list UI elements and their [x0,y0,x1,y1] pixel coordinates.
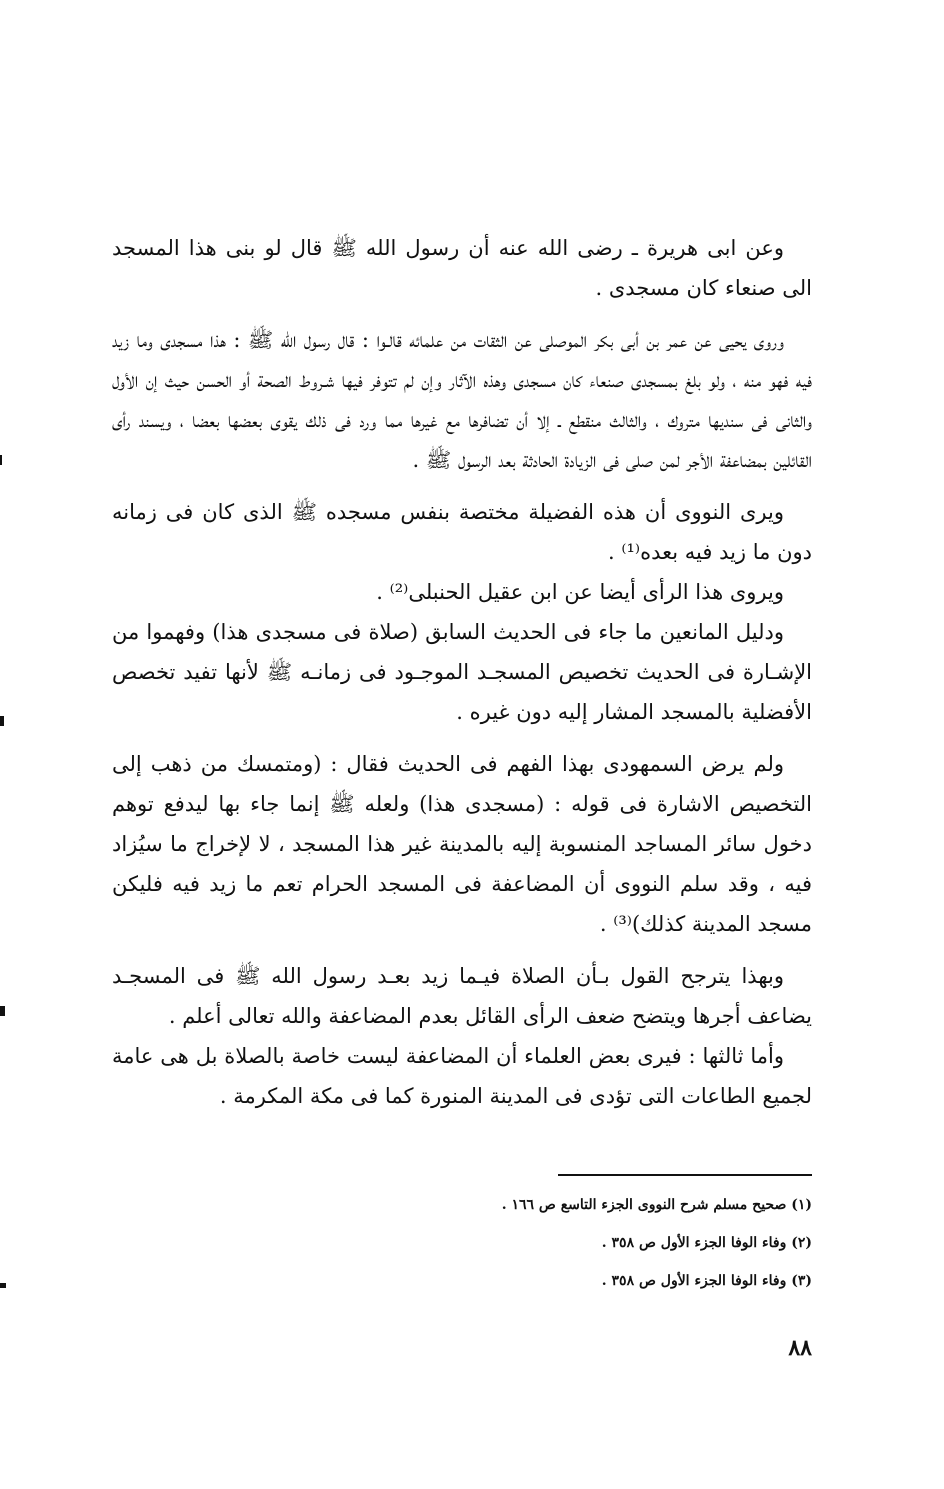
footnote-2: (٢) وفاء الوفا الجزء الأول ص ٣٥٨ . [601,1235,812,1251]
paragraph-4: ويروى هذا الرأى أيضا عن ابن عقيل الحنبلى⁽²⁾ . [376,580,784,604]
main-text [112,228,812,1116]
scan-edge-mark [0,716,4,726]
scan-edge-mark [0,455,2,465]
page-number: ٨٨ [788,1335,812,1361]
scan-edge-mark [0,1006,5,1016]
footnote-1: (١) صحيح مسلم شرح النووى الجزء التاسع ص ١٦٦ . [501,1197,812,1213]
paragraph-1: وعن ابى هريرة ـ رضى الله عنه أن رسول الله ﷺ قال لو بنى هذا المسجد الى صنعاء كان مسجدى . [112,236,812,300]
footnote-divider [558,1174,812,1176]
paragraph-7: وبهذا يترجح القول بـأن الصلاة فيـما زيد بعـد رسول الله ﷺ فى المسجـد يضاعف أجرها ويتضح ضعف الرأى القائل بعدم المضاعفة والله تعالى أعلم . [112,964,812,1028]
scan-edge-mark [0,1283,6,1288]
paragraph-3: ويرى النووى أن هذه الفضيلة مختصة بنفس مسجده ﷺ الذى كان فى زمانه دون ما زيد فيه بعده⁽¹⁾ . [112,500,812,564]
paragraph-8: وأما ثالثها : فيرى بعض العلماء أن المضاعفة ليست خاصة بالصلاة بل هى عامة لجميع الطاعات التى تؤدى فى المدينة المنورة كما فى مكة المكرمة . [112,1044,812,1108]
paragraph-5: ودليل المانعين ما جاء فى الحديث السابق (صلاة فى مسجدى هذا) وفهموا من الإشـارة فى الحديث تخصيص المسجـد الموجـود فى زمانـه ﷺ لأنها تفيد تخصص الأفضلية بالمسجد المشار إليه دون غيره . [112,620,812,724]
footnote-3: (٣) وفاء الوفا الجزء الأول ص ٣٥٨ . [601,1273,812,1289]
footnotes [430,1186,812,1300]
paragraph-2: وروى يحيى عن عمر بن أبى بكر الموصلى عن الثقات من علمائه قالـوا : قال رسول الله ﷺ : هذا مسجدى وما زيد فيه فهو منه ، ولو بلغ بمسجدى صنعاء كان مسجدى وهذه الآثار وإن لم تتوفر فيها شـروط الصحة أو الحسن حيث إن الأول والثانى فى سنديها متروك ، والثالث منقطع ـ إلا أن تضافرها مع غيرها مما ورد فى ذلك يقوى بعضها بعضا ، ويسند رأى القائلين بمضاعفة الأجر لمن صلى فى الزيادة الحادثة بعد الرسول ﷺ . [112,328,812,472]
paragraph-6: ولم يرض السمهودى بهذا الفهم فى الحديث فقال : (ومتمسك من ذهب إلى التخصيص الاشارة فى قوله : (مسجدى هذا) ولعله ﷺ إنما جاء بها ليدفع توهم دخول سائر المساجد المنسوبة إليه بالمدينة غير هذا المسجد ، لا لإخراج ما سيُزاد فيه ، وقد سلم النووى أن المضاعفة فى المسجد الحرام تعم ما زيد فيه فليكن مسجد المدينة كذلك)⁽³⁾ . [112,752,812,936]
